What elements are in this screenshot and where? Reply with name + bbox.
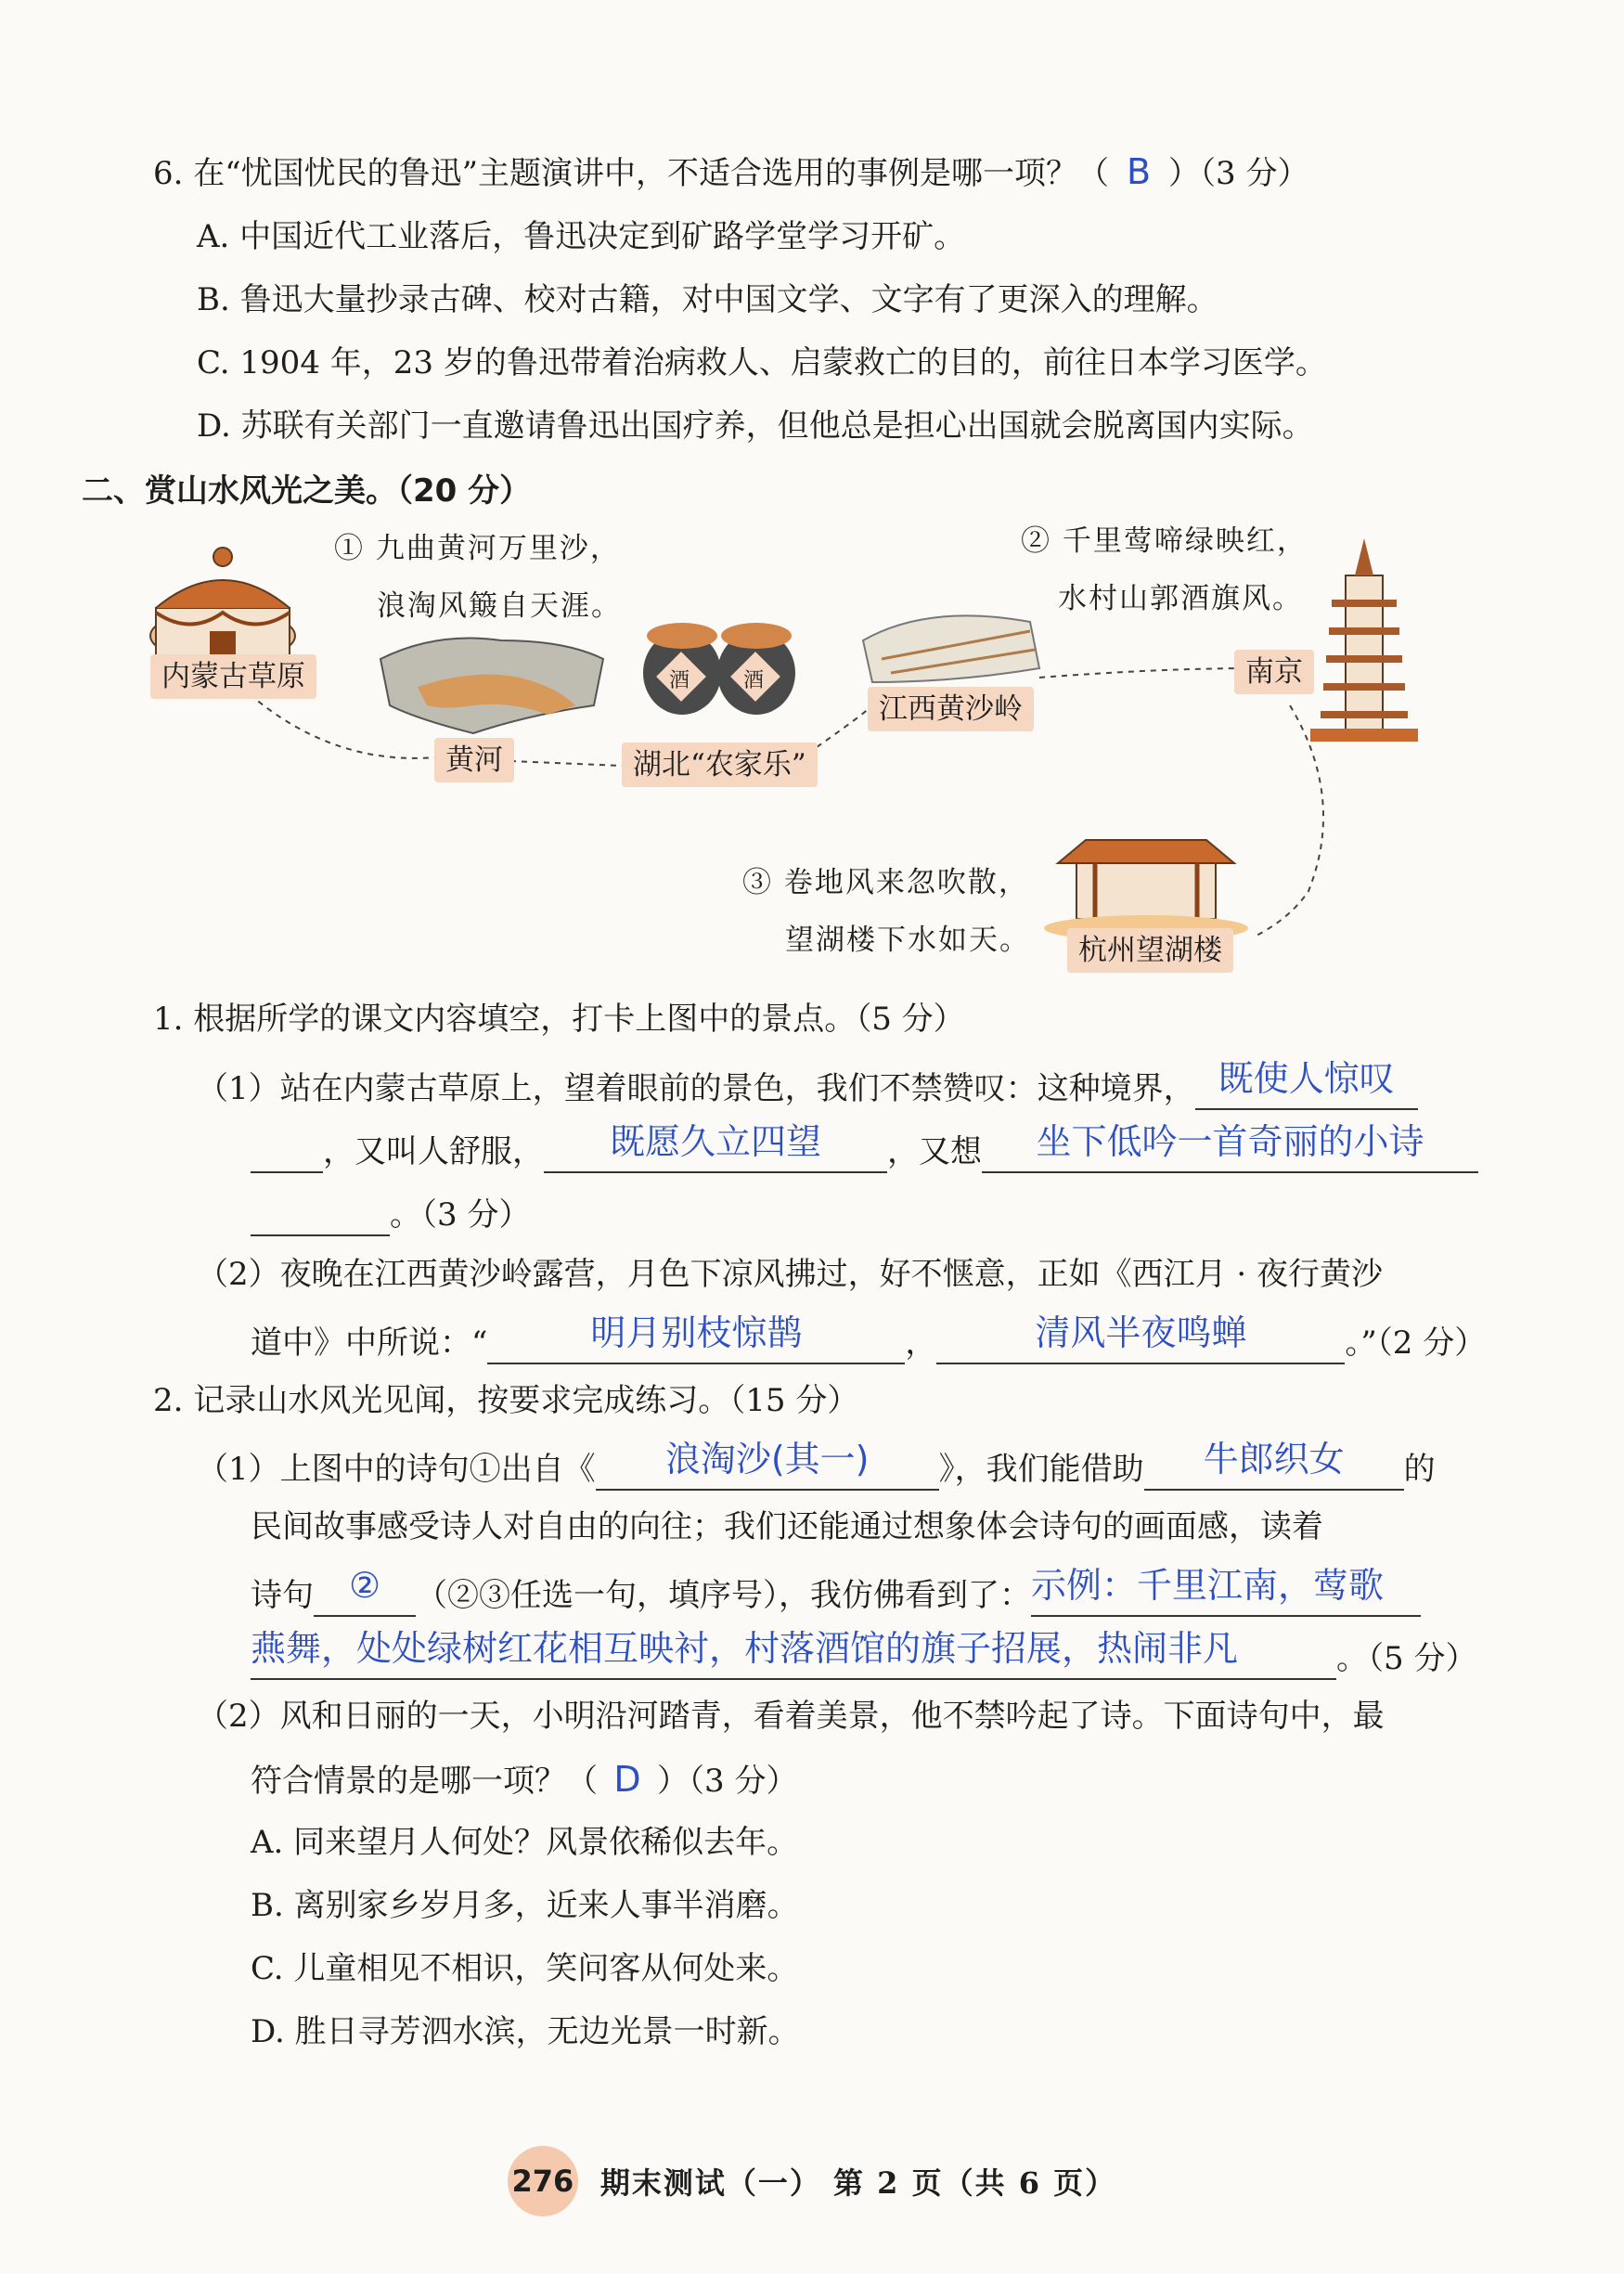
q1-p1-text1: （1）站在内蒙古草原上，望着眼前的景色，我们不禁赞叹：这种境界， bbox=[197, 1070, 1195, 1107]
pavilion-icon bbox=[1044, 840, 1248, 941]
q2-p1-answer4a: 示例：千里江南，莺歌 bbox=[1031, 1565, 1385, 1606]
q2-option-b: B. 离别家乡岁月多，近来人事半消磨。 bbox=[251, 1887, 799, 1924]
q1-p1-blank3 bbox=[982, 1121, 1478, 1173]
poem-3 bbox=[742, 854, 1030, 969]
q2-p1-text3: 的 bbox=[1403, 1451, 1436, 1488]
q6-stem-after: ）（3 分） bbox=[1168, 155, 1309, 192]
q2-p1-line2: 民间故事感受诗人对自由的向往；我们还能通过想象体会诗句的画面感，读着 bbox=[251, 1508, 1323, 1545]
poem-2-line-1: ② 千里莺啼绿映红， bbox=[1021, 524, 1308, 558]
q2-p2-line2 bbox=[251, 1758, 797, 1802]
q2-p1-answer2: 牛郎织女 bbox=[1203, 1439, 1345, 1479]
poem-1 bbox=[334, 520, 622, 635]
q2-p2-text3: ）（3 分） bbox=[657, 1763, 798, 1800]
poem-2 bbox=[1021, 512, 1308, 627]
q2-p1-blank1 bbox=[596, 1439, 939, 1491]
q2-stem: 2. 记录山水风光见闻，按要求完成练习。（15 分） bbox=[153, 1382, 859, 1419]
place-nanjing: 南京 bbox=[1234, 650, 1314, 694]
yellow-river-icon bbox=[380, 639, 603, 734]
q1-p2-text2: 道中》中所说：“ bbox=[251, 1324, 488, 1362]
q1-p1-text3: ，又想 bbox=[887, 1133, 982, 1170]
q2-p1-answer3: ② bbox=[348, 1565, 381, 1606]
q6-option-a: A. 中国近代工业落后，鲁迅决定到矿路学堂学习开矿。 bbox=[197, 218, 966, 255]
q2-p2-text2: 符合情景的是哪一项？（ bbox=[251, 1763, 598, 1800]
q1-p1-answer3: 坐下低吟一首奇丽的小诗 bbox=[1036, 1121, 1424, 1162]
q2-p1-text7: 。（5 分） bbox=[1336, 1640, 1477, 1677]
q1-p1-blank1-tail bbox=[251, 1125, 323, 1173]
jar-label-1: 酒 bbox=[669, 669, 690, 692]
jar-label-2: 酒 bbox=[743, 669, 765, 692]
q1-p2-text3: 。”（2 分） bbox=[1345, 1324, 1487, 1362]
poem-1-line-2: 浪淘风簸自天涯。 bbox=[377, 589, 622, 623]
q1-p2-blank2 bbox=[936, 1312, 1345, 1364]
q1-p1-blank2 bbox=[544, 1121, 887, 1173]
q6-stem-before: 6. 在“忧国忧民的鲁迅”主题演讲中，不适合选用的事例是哪一项？（ bbox=[153, 155, 1110, 192]
q2-p2-line1: （2）风和日丽的一天，小明沿河踏青，看着美景，他不禁吟起了诗。下面诗句中，最 bbox=[197, 1698, 1385, 1735]
place-inner-mongolia: 内蒙古草原 bbox=[150, 654, 316, 699]
q2-p1-blank2 bbox=[1144, 1439, 1404, 1491]
page-footer bbox=[0, 2146, 1624, 2216]
q2-option-c: C. 儿童相见不相识，笑问客从何处来。 bbox=[251, 1950, 799, 1987]
page-number: 276 bbox=[508, 2146, 578, 2216]
place-hubei: 湖北“农家乐” bbox=[622, 743, 818, 787]
q1-p1-line3 bbox=[251, 1188, 530, 1236]
section-title: 二、赏山水风光之美。（20 分） bbox=[82, 472, 532, 510]
q2-p1-blank3 bbox=[314, 1565, 416, 1617]
pagoda-icon bbox=[1310, 538, 1418, 742]
q1-p2-line2 bbox=[251, 1312, 1487, 1364]
q2-p1-blank4 bbox=[1031, 1565, 1421, 1617]
poem-3-line-1: ③ 卷地风来忽吹散， bbox=[742, 866, 1029, 899]
q6-option-c: C. 1904 年，23 岁的鲁迅带着治病救人、启蒙救亡的目的，前往日本学习医学。 bbox=[197, 344, 1327, 381]
q1-p1-answer2: 既愿久立四望 bbox=[609, 1121, 821, 1162]
place-yellow-river: 黄河 bbox=[434, 738, 514, 782]
q2-p1-line1 bbox=[197, 1439, 1436, 1491]
q1-p1-text4: 。（3 分） bbox=[390, 1196, 531, 1234]
wine-jars-icon bbox=[643, 623, 795, 715]
q2-p1-text1: （1）上图中的诗句①出自《 bbox=[197, 1451, 596, 1488]
q1-stem: 1. 根据所学的课文内容填空，打卡上图中的景点。（5 分） bbox=[153, 1001, 965, 1038]
q2-p1-line3 bbox=[251, 1565, 1421, 1617]
q1-p2-answer2: 清风半夜鸣蝉 bbox=[1035, 1312, 1247, 1353]
q1-p2-line1: （2）夜晚在江西黄沙岭露营，月色下凉风拂过，好不惬意，正如《西江月 · 夜行黄沙 bbox=[197, 1256, 1384, 1293]
q1-p1-line1 bbox=[197, 1058, 1418, 1110]
q6-option-d: D. 苏联有关部门一直邀请鲁迅出国疗养，但他总是担心出国就会脱离国内实际。 bbox=[197, 407, 1314, 445]
poem-1-line-1: ① 九曲黄河万里沙， bbox=[334, 532, 621, 565]
q2-p1-answer1: 浪淘沙(其一) bbox=[664, 1439, 870, 1479]
place-hangzhou: 杭州望湖楼 bbox=[1067, 928, 1233, 973]
q1-p1-line2 bbox=[251, 1121, 1478, 1173]
q2-p1-blank4-cont bbox=[251, 1628, 1336, 1680]
poem-2-line-2: 水村山郭酒旗风。 bbox=[1058, 582, 1303, 615]
q1-p1-answer1: 既使人惊叹 bbox=[1218, 1058, 1395, 1099]
q2-p1-line4 bbox=[251, 1628, 1477, 1680]
fields-icon bbox=[863, 615, 1039, 682]
q6-stem bbox=[153, 150, 1308, 195]
q1-p1-text2: ，又叫人舒服， bbox=[323, 1133, 544, 1170]
q6-answer: B bbox=[1126, 151, 1152, 192]
q1-p1-blank1 bbox=[1195, 1058, 1418, 1110]
q6-option-b: B. 鲁迅大量抄录古碑、校对古籍，对中国文学、文字有了更深入的理解。 bbox=[197, 281, 1218, 318]
poem-3-line-2: 望湖楼下水如天。 bbox=[785, 924, 1030, 957]
q2-p1-text5: 诗句 bbox=[251, 1577, 314, 1614]
q2-option-d: D. 胜日寻芳泗水滨，无边光景一时新。 bbox=[251, 2013, 800, 2050]
q1-p2-answer1: 明月别枝惊鹊 bbox=[590, 1312, 803, 1353]
q2-p1-answer4b: 燕舞，处处绿树红花相互映衬，村落酒馆的旗子招展，热闹非凡 bbox=[251, 1628, 1239, 1669]
q1-p1-blank3-tail bbox=[251, 1188, 390, 1236]
scenery-map bbox=[139, 520, 1513, 984]
footer-text: 期末测试（一） 第 2 页（共 6 页） bbox=[599, 2165, 1117, 2201]
q2-p2-answer: D bbox=[613, 1759, 641, 1800]
q2-p1-text2: 》，我们能借助 bbox=[938, 1451, 1144, 1488]
q2-option-a: A. 同来望月人何处？风景依稀似去年。 bbox=[251, 1824, 799, 1861]
q1-p2-comma: ， bbox=[905, 1324, 937, 1362]
q1-p2-blank1 bbox=[487, 1312, 905, 1364]
q2-p1-text6: （②③任选一句，填序号），我仿佛看到了： bbox=[416, 1577, 1031, 1614]
yurt-icon bbox=[150, 548, 295, 664]
place-jiangxi: 江西黄沙岭 bbox=[868, 687, 1034, 731]
